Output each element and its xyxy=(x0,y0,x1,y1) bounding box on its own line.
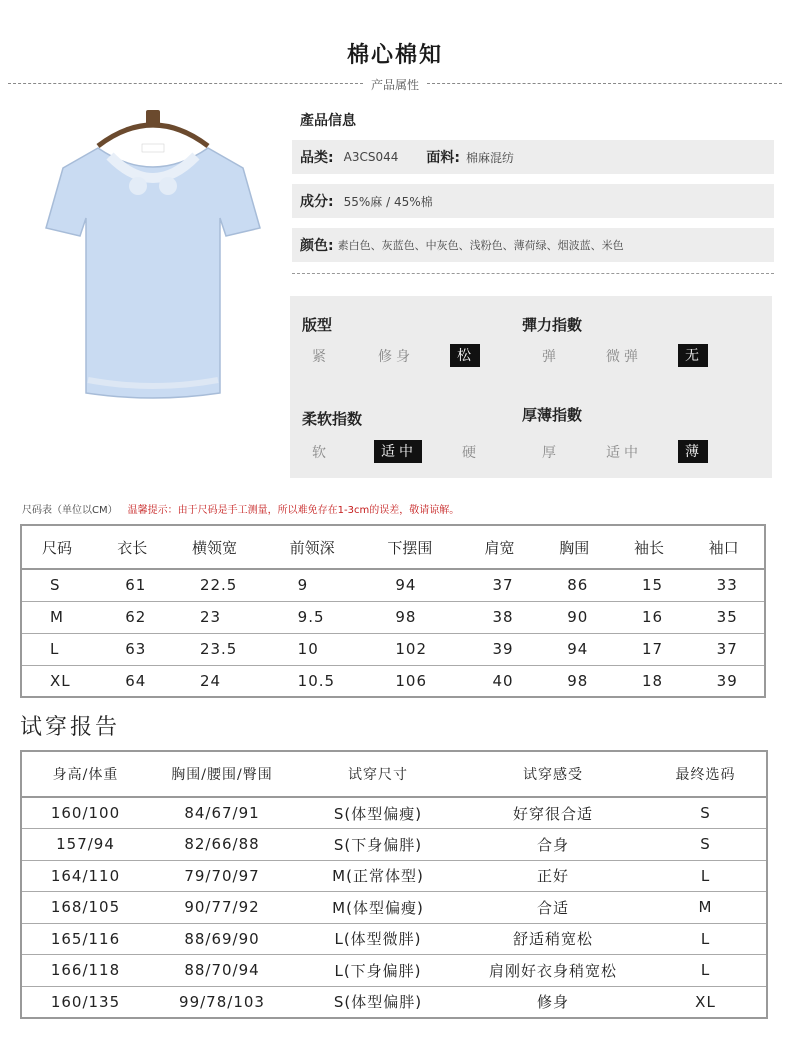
try-on-row xyxy=(21,923,767,955)
size-chart-cell: 90 xyxy=(539,601,614,633)
size-chart-cell: 18 xyxy=(614,665,689,697)
info-row-category xyxy=(292,140,774,174)
try-on-cell: 合身 xyxy=(461,829,645,861)
size-chart-cell: 10.5 xyxy=(270,665,368,697)
size-chart-cell: 94 xyxy=(539,633,614,665)
size-chart-cell: 38 xyxy=(465,601,540,633)
try-on-cell: S(下身偏胖) xyxy=(295,829,461,861)
size-col-header: 下摆围 xyxy=(367,525,464,569)
size-col-header: 肩宽 xyxy=(465,525,540,569)
try-on-cell: L xyxy=(645,955,767,987)
size-chart-cell: 35 xyxy=(689,601,765,633)
category-value: A3CS044 xyxy=(343,150,399,164)
size-chart-row xyxy=(21,633,765,665)
thickness-option-thin-selected: 薄 xyxy=(678,440,708,463)
size-chart-cell: 15 xyxy=(614,569,689,601)
size-col-header: 衣长 xyxy=(97,525,172,569)
size-col-header: 袖口 xyxy=(689,525,765,569)
fit-option-tight: 紧 xyxy=(312,349,330,365)
fit-title: 版型 xyxy=(302,316,333,334)
try-on-cell: 90/77/92 xyxy=(149,892,295,924)
size-chart-cell: 63 xyxy=(97,633,172,665)
size-chart-unit: 尺码表（单位以CM） xyxy=(22,505,118,516)
try-on-cell: 好穿很合适 xyxy=(461,797,645,829)
composition-label: 成分: xyxy=(300,194,334,210)
try-on-cell: S(体型偏胖) xyxy=(295,986,461,1018)
section-subtitle: 产品属性 xyxy=(370,78,419,92)
try-on-cell: 82/66/88 xyxy=(149,829,295,861)
size-chart-table xyxy=(20,524,766,698)
try-on-cell: 166/118 xyxy=(21,955,149,987)
size-chart-cell: 37 xyxy=(689,633,765,665)
thickness-option-thick: 厚 xyxy=(542,445,560,461)
try-on-row xyxy=(21,986,767,1018)
size-chart-cell: M xyxy=(21,601,97,633)
size-chart-cell: 39 xyxy=(465,633,540,665)
divider-right xyxy=(427,83,782,84)
size-chart-note xyxy=(22,501,459,516)
try-on-cell: L(体型微胖) xyxy=(295,923,461,955)
size-chart-cell: S xyxy=(21,569,97,601)
try-on-header-row xyxy=(21,751,767,797)
info-divider xyxy=(292,273,774,274)
softness-option-hard: 硬 xyxy=(462,445,480,461)
try-on-cell: M(正常体型) xyxy=(295,860,461,892)
subtitle-row xyxy=(8,74,782,94)
try-on-table xyxy=(20,750,768,1019)
size-chart-cell: 40 xyxy=(465,665,540,697)
softness-option-soft: 软 xyxy=(312,445,330,461)
hanger-icon xyxy=(98,125,208,146)
size-chart-cell: XL xyxy=(21,665,97,697)
try-on-cell: 合适 xyxy=(461,892,645,924)
size-col-header: 前领深 xyxy=(270,525,368,569)
size-col-header: 袖长 xyxy=(614,525,689,569)
size-chart-cell: 106 xyxy=(367,665,464,697)
size-chart-cell: 98 xyxy=(367,601,464,633)
size-chart-cell: 16 xyxy=(614,601,689,633)
try-on-cell: 99/78/103 xyxy=(149,986,295,1018)
category-label: 品类: xyxy=(300,150,334,166)
try-on-row xyxy=(21,892,767,924)
info-row-composition xyxy=(292,184,774,218)
product-info-title: 產品信息 xyxy=(300,113,356,129)
size-chart-cell: 17 xyxy=(614,633,689,665)
try-col-header: 胸围/腰围/臀围 xyxy=(149,751,295,797)
size-chart-header-row xyxy=(21,525,765,569)
size-chart-cell: 10 xyxy=(270,633,368,665)
elasticity-option-slight: 微弹 xyxy=(606,349,642,365)
elasticity-option-none-selected: 无 xyxy=(678,344,708,367)
size-chart-cell: 64 xyxy=(97,665,172,697)
try-on-cell: L xyxy=(645,860,767,892)
size-chart-cell: 9.5 xyxy=(270,601,368,633)
try-on-cell: 164/110 xyxy=(21,860,149,892)
try-on-cell: S xyxy=(645,829,767,861)
brand-title: 棉心棉知 xyxy=(346,42,443,68)
try-on-cell: 168/105 xyxy=(21,892,149,924)
size-chart-cell: 22.5 xyxy=(172,569,270,601)
try-on-title: 试穿报告 xyxy=(20,715,121,740)
try-on-cell: 160/135 xyxy=(21,986,149,1018)
try-on-cell: 84/67/91 xyxy=(149,797,295,829)
size-chart-row xyxy=(21,569,765,601)
try-col-header: 最终选码 xyxy=(645,751,767,797)
try-on-cell: 88/69/90 xyxy=(149,923,295,955)
try-on-cell: 157/94 xyxy=(21,829,149,861)
try-on-cell: M xyxy=(645,892,767,924)
try-on-row xyxy=(21,829,767,861)
size-chart-cell: 24 xyxy=(172,665,270,697)
color-value: 素白色、灰蓝色、中灰色、浅粉色、薄荷绿、烟波蓝、米色 xyxy=(337,239,624,252)
try-on-row xyxy=(21,860,767,892)
try-on-cell: 165/116 xyxy=(21,923,149,955)
fabric-label: 面料: xyxy=(426,150,460,166)
try-on-cell: 88/70/94 xyxy=(149,955,295,987)
thickness-option-medium: 适中 xyxy=(606,445,642,461)
try-on-row xyxy=(21,955,767,987)
elasticity-option-elastic: 弹 xyxy=(542,349,560,365)
thickness-title: 厚薄指數 xyxy=(522,406,583,424)
size-chart-cell: 98 xyxy=(539,665,614,697)
size-chart-cell: L xyxy=(21,633,97,665)
size-chart-row xyxy=(21,601,765,633)
size-chart-cell: 23 xyxy=(172,601,270,633)
try-on-cell: 79/70/97 xyxy=(149,860,295,892)
try-on-cell: M(体型偏瘦) xyxy=(295,892,461,924)
try-on-cell: 正好 xyxy=(461,860,645,892)
try-on-cell: L xyxy=(645,923,767,955)
try-on-cell: XL xyxy=(645,986,767,1018)
size-col-header: 胸围 xyxy=(539,525,614,569)
size-chart-row xyxy=(21,665,765,697)
fit-option-slim: 修身 xyxy=(378,349,414,365)
softness-option-medium-selected: 适中 xyxy=(374,440,422,463)
size-chart-cell: 94 xyxy=(367,569,464,601)
size-chart-cell: 33 xyxy=(689,569,765,601)
try-col-header: 身高/体重 xyxy=(21,751,149,797)
size-chart-cell: 102 xyxy=(367,633,464,665)
try-on-cell: 肩刚好衣身稍宽松 xyxy=(461,955,645,987)
attribute-panel xyxy=(290,296,772,478)
fabric-value: 棉麻混纺 xyxy=(465,150,514,165)
try-on-cell: L(下身偏胖) xyxy=(295,955,461,987)
info-row-color xyxy=(292,228,774,262)
size-chart-cell: 86 xyxy=(539,569,614,601)
size-chart-cell: 23.5 xyxy=(172,633,270,665)
try-col-header: 试穿尺寸 xyxy=(295,751,461,797)
fit-option-loose-selected: 松 xyxy=(450,344,480,367)
size-chart-cell: 37 xyxy=(465,569,540,601)
size-chart-cell: 62 xyxy=(97,601,172,633)
try-on-row xyxy=(21,797,767,829)
composition-value: 55%麻 / 45%棉 xyxy=(343,194,433,209)
try-on-cell: 160/100 xyxy=(21,797,149,829)
product-shirt-image xyxy=(38,108,268,408)
size-chart-cell: 61 xyxy=(97,569,172,601)
size-chart-cell: 39 xyxy=(689,665,765,697)
try-on-cell: 舒适稍宽松 xyxy=(461,923,645,955)
softness-title: 柔软指数 xyxy=(302,410,363,428)
size-col-header: 横领宽 xyxy=(172,525,270,569)
elasticity-title: 彈力指數 xyxy=(522,316,583,334)
try-col-header: 试穿感受 xyxy=(461,751,645,797)
try-on-cell: S(体型偏瘦) xyxy=(295,797,461,829)
try-on-cell: 修身 xyxy=(461,986,645,1018)
color-label: 颜色: xyxy=(300,238,334,254)
try-on-cell: S xyxy=(645,797,767,829)
size-chart-warning: 温馨提示：由于尺码是手工测量，所以难免存在1-3cm的误差，敬请谅解。 xyxy=(127,505,460,516)
size-chart-cell: 9 xyxy=(270,569,368,601)
size-col-header: 尺码 xyxy=(21,525,97,569)
